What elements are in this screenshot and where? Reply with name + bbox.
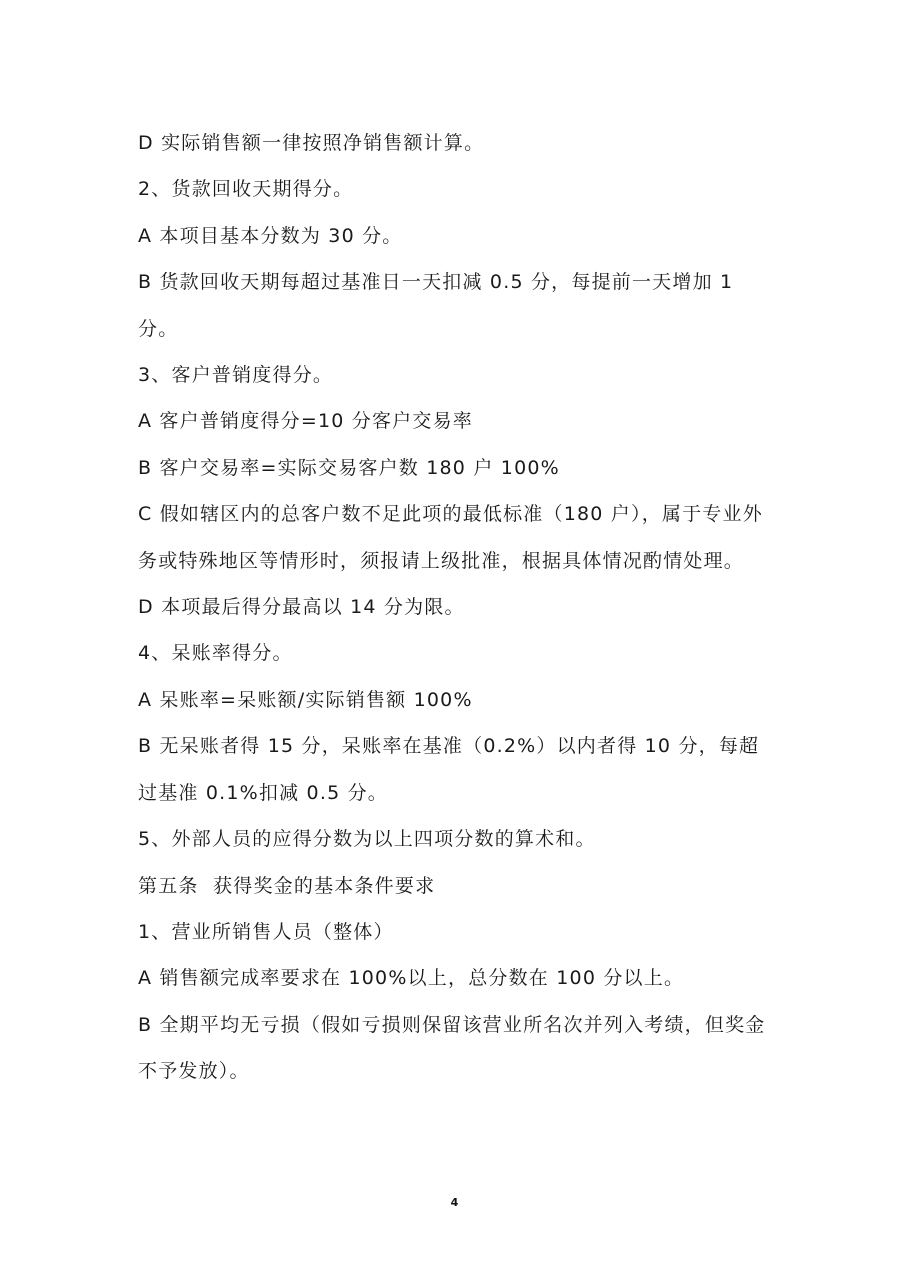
- paragraph-d-max-score: D 本项最后得分最高以 14 分为限。: [138, 596, 465, 619]
- page-number: 4: [450, 1196, 459, 1209]
- paragraph-b-collection-deduction: B 货款回收天期每超过基准日一天扣减 0.5 分，每提前一天增加 1 分。: [138, 271, 741, 340]
- heading-sales-office-staff: 1、营业所销售人员（整体）: [138, 920, 394, 943]
- heading-bad-debt-score: 4、呆账率得分。: [138, 642, 293, 665]
- paragraph-external-staff-total: 5、外部人员的应得分数为以上四项分数的算术和。: [138, 828, 596, 851]
- paragraph-d-net-sales: D 实际销售额一律按照净销售额计算。: [138, 132, 485, 154]
- paragraph-a-completion-rate: A 销售额完成率要求在 100%以上，总分数在 100 分以上。: [138, 967, 685, 990]
- paragraph-b-bad-debt-scoring: B 无呆账者得 15 分，呆账率在基准（0.2%）以内者得 10 分，每超过基准 0.1%扣减 0.5 分。: [138, 735, 760, 804]
- heading-collection-days-score: 2、货款回收天期得分。: [138, 178, 354, 201]
- document-body: [138, 120, 778, 1095]
- heading-article-five: 第五条 获得奖金的基本条件要求: [138, 874, 436, 897]
- paragraph-b-transaction-rate: B 客户交易率=实际交易客户数 180 户 100%: [138, 456, 560, 479]
- heading-customer-coverage-score: 3、客户普销度得分。: [138, 364, 334, 387]
- paragraph-b-no-loss: B 全期平均无亏损（假如亏损则保留该营业所名次并列入考绩，但奖金不予发放）。: [138, 1013, 766, 1083]
- paragraph-a-coverage-formula: A 客户普销度得分=10 分客户交易率: [138, 410, 473, 433]
- paragraph-a-bad-debt-formula: A 呆账率=呆账额/实际销售额 100%: [138, 688, 473, 711]
- paragraph-c-special-areas: C 假如辖区内的总客户数不足此项的最低标准（180 户），属于专业外务或特殊地区等情形时，须报请上级批准，根据具体情况酌情处理。: [138, 503, 763, 572]
- paragraph-a-base-score: A 本项目基本分数为 30 分。: [138, 224, 403, 247]
